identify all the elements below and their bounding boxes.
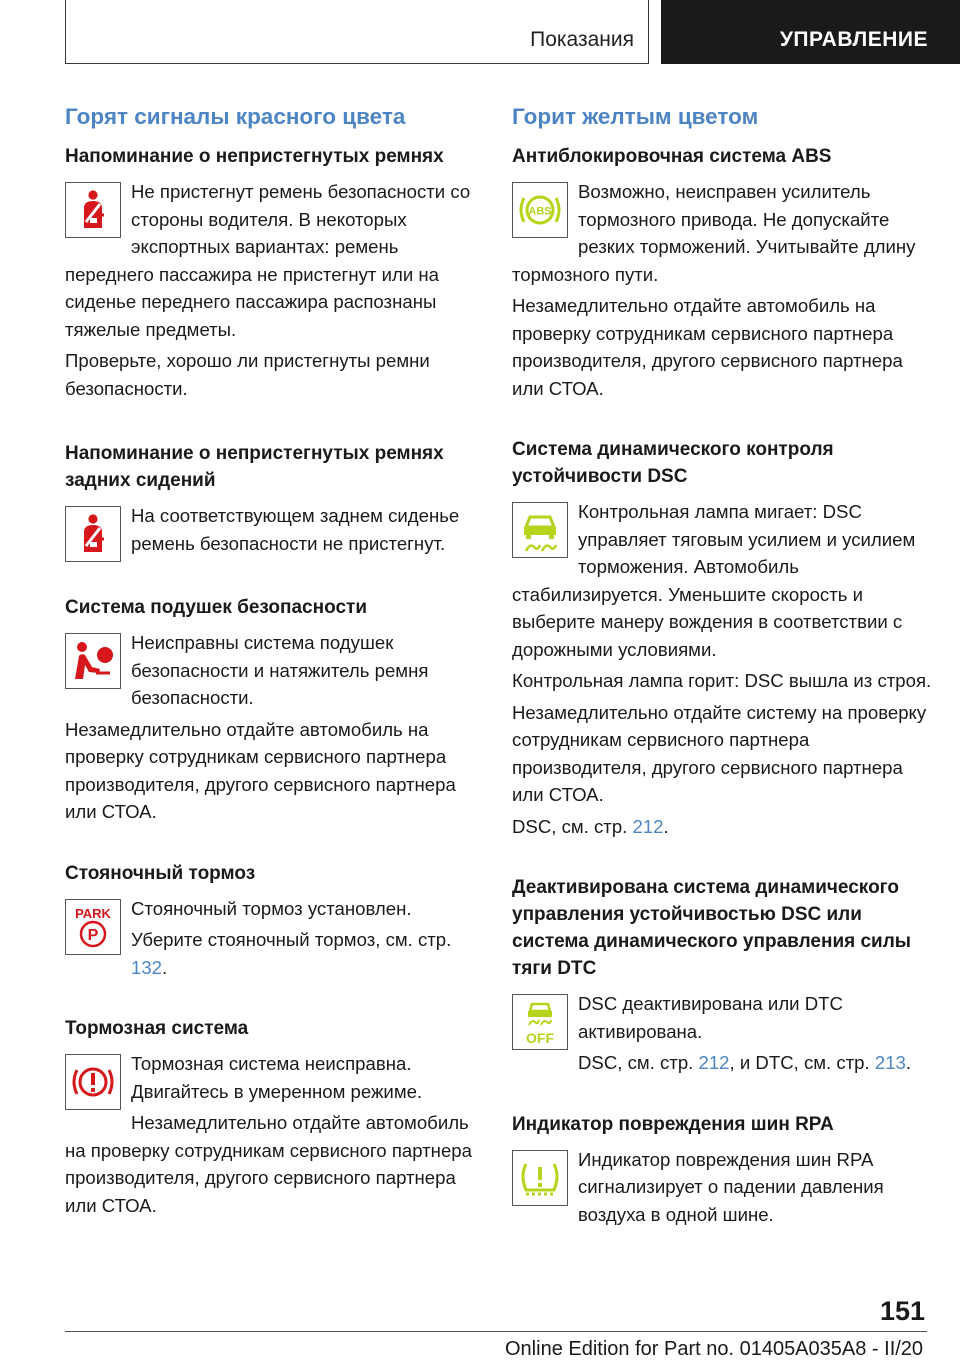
seatbelt-icon (65, 182, 121, 238)
footer-edition: Online Edition for Part no. 01405A035A8 - II/20 (505, 1338, 924, 1360)
abs-label: ABS (528, 205, 552, 218)
header-tab-label: Показания (530, 28, 634, 51)
section-rpa (512, 1111, 932, 1233)
dsc-icon (512, 502, 568, 558)
page-link[interactable]: 212 (632, 815, 664, 837)
abs-icon (512, 182, 568, 238)
park-brake-icon (65, 899, 121, 955)
footer-divider (65, 1331, 927, 1332)
paragraph: DSC, см. стр. 212. (512, 815, 669, 837)
page-number: 151 (879, 1296, 925, 1326)
tire-pressure-icon (512, 1150, 568, 1206)
section-title: Напоминание о непристегнутых ремнях (65, 146, 444, 167)
paragraph: Проверьте, хорошо ли пристегнуты ремни безопасности. (65, 350, 430, 399)
section-dsc-off (512, 874, 932, 1081)
paragraph: Контрольная лампа горит: DSC вышла из строя. (512, 670, 932, 691)
right-column (512, 100, 932, 1232)
page-link[interactable]: 212 (698, 1052, 730, 1073)
right-column-title: Горит желтым цветом (512, 104, 759, 129)
section-airbags (65, 594, 483, 830)
paragraph: Незамедлительно отдайте автомобиль на проверку сотрудникам сервисного партнера производителя, другого сервисного партнера или СТОА. (65, 718, 456, 822)
left-column (65, 100, 483, 1223)
paragraph: Неисправны система подушек безопасности и натяжитель ремня безопасности. (131, 632, 429, 708)
section-title: Напоминание о непристегнутых ремнях задних сидений (65, 443, 444, 491)
svg-text:P: P (87, 926, 99, 944)
paragraph: Возможно, неисправен усилитель тормозного привода. Не допускайте резких торможений. Учитывайте длину тормозного пути. (512, 181, 916, 285)
section-brake-system (65, 1015, 483, 1223)
section-abs (512, 143, 932, 406)
page-link[interactable]: 132 (131, 956, 163, 978)
section-title: Система подушек безопасности (65, 597, 367, 618)
header-tab (65, 0, 649, 64)
park-label: PARK (75, 905, 111, 921)
section-title: Система динамического контроля устойчивости DSC (512, 439, 834, 487)
section-title: Деактивирована система динамического управления устойчивостью DSC или система динамического управления силы тяги DTC (512, 877, 912, 979)
paragraph: Тормозная система неисправна. Двигайтесь в умеренном режиме. (131, 1053, 423, 1102)
paragraph: Контрольная лампа мигает: DSC управляет тяговым усилием и усилием торможения. Автомобиль стабилизируется. Уменьшите скорость и выберите манеру вождения в соответствии с дорожными условиями. (512, 501, 916, 660)
section-rear-seatbelt-reminder (65, 440, 483, 564)
paragraph: Незамедлительно отдайте автомобиль на проверку сотрудникам сервисного партнера производителя, другого сервисного партнера или СТОА. (512, 295, 903, 399)
paragraph: Индикатор повреждения шин RPA сигнализирует о падении давления воздуха в одной шине. (578, 1148, 884, 1225)
header-section (661, 0, 960, 64)
airbag-icon (65, 633, 121, 689)
paragraph: Не пристегнут ремень безопасности со стороны водителя. В некоторых экспортных вариантах: ремень переднего пассажира не пристегнут или на сиденье переднего пассажира распознаны тяжелые предметы. (65, 181, 471, 340)
section-title: Индикатор повреждения шин RPA (512, 1113, 834, 1135)
left-column-title: Горят сигналы красного цвета (65, 104, 406, 129)
paragraph: DSC, см. стр. 212, и DTC, см. стр. 213. (578, 1052, 912, 1073)
paragraph: DSC деактивирована или DTC активирована. (578, 993, 843, 1042)
section-seatbelt-reminder (65, 143, 483, 406)
section-title: Стояночный тормоз (65, 862, 256, 884)
header-section-label: УПРАВЛЕНИЕ (779, 28, 928, 51)
section-dsc (512, 436, 932, 844)
off-label: OFF (526, 1030, 554, 1046)
section-parking-brake (65, 860, 483, 986)
paragraph: Стояночный тормоз установлен. (131, 897, 412, 919)
section-title: Антиблокировочная система ABS (512, 146, 832, 167)
page-link[interactable]: 213 (874, 1052, 906, 1073)
section-title: Тормозная система (65, 1018, 249, 1039)
paragraph: На соответствующем заднем сиденье ремень безопасности не пристегнут. (131, 505, 460, 554)
dsc-off-icon (512, 994, 568, 1050)
brake-warning-icon (65, 1054, 121, 1110)
paragraph: Уберите стояночный тормоз, см. стр. 132. (131, 929, 452, 978)
seatbelt-icon (65, 506, 121, 562)
paragraph: Незамедлительно отдайте автомобиль на проверку сотрудникам сервисного партнера производителя, другого сервисного партнера или СТОА. (65, 1112, 472, 1216)
paragraph: Незамедлительно отдайте систему на проверку сотрудникам сервисного партнера производителя, другого сервисного партнера или СТОА. (512, 701, 927, 805)
